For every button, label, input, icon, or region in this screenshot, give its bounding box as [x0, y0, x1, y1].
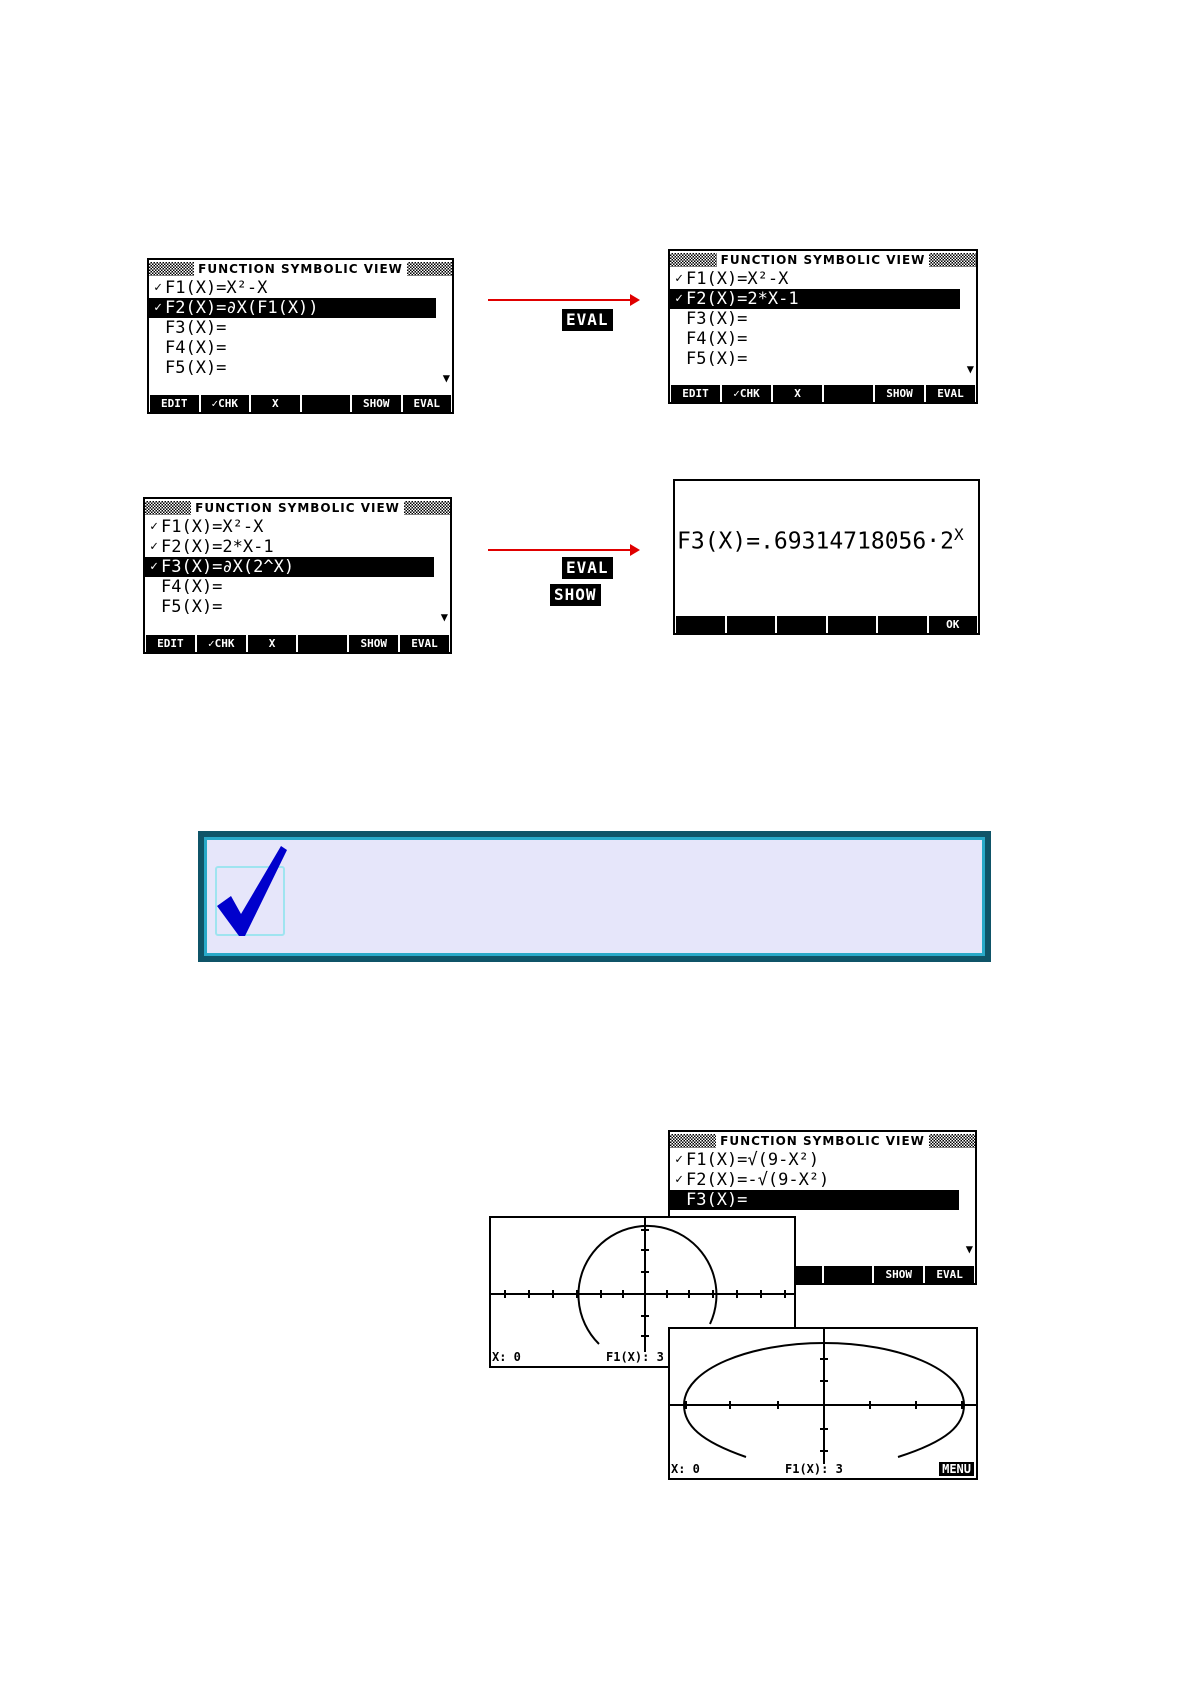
function-text: F3(X)=	[165, 318, 227, 338]
check-mark: ✓	[154, 300, 162, 315]
screen-title: FUNCTION SYMBOLIC VIEW	[198, 262, 403, 276]
function-line[interactable]	[670, 269, 976, 289]
soft-menu-bar	[675, 616, 978, 633]
note-panel	[204, 837, 985, 956]
trace-x-label: X: 0	[492, 1350, 521, 1364]
function-line[interactable]	[670, 309, 976, 329]
title-dither	[670, 1134, 716, 1148]
plot-ellipse	[668, 1327, 978, 1480]
function-text: F4(X)=	[165, 338, 227, 358]
menu-key-blank[interactable]	[777, 616, 826, 633]
menu-key-blank[interactable]	[302, 395, 351, 412]
note-box	[198, 831, 991, 962]
function-line[interactable]	[149, 338, 452, 358]
calc-screen-symbolic-b	[668, 249, 978, 404]
result-line	[677, 525, 964, 555]
scroll-down-icon: ▼	[440, 610, 448, 624]
function-line[interactable]	[670, 349, 976, 369]
menu-key-show[interactable]: SHOW	[874, 1266, 923, 1283]
screen-title-bar	[670, 1132, 975, 1150]
trace-y-label: F1(X): 3	[606, 1350, 664, 1364]
function-line[interactable]	[145, 537, 450, 557]
screen-title: FUNCTION SYMBOLIC VIEW	[720, 1134, 925, 1148]
title-dither	[670, 253, 717, 267]
check-mark: ✓	[675, 1152, 683, 1167]
menu-key-chk[interactable]: ✓CHK	[197, 635, 246, 652]
calc-screen-symbolic-a	[147, 258, 454, 414]
function-line[interactable]	[670, 1150, 975, 1170]
function-text: F1(X)=X²-X	[165, 278, 268, 298]
function-text: F5(X)=	[161, 597, 223, 617]
soft-menu-bar	[149, 395, 452, 412]
screen-title: FUNCTION SYMBOLIC VIEW	[720, 253, 926, 267]
menu-key-show[interactable]: SHOW	[349, 635, 398, 652]
check-mark: ✓	[154, 280, 162, 295]
function-line[interactable]	[670, 329, 976, 349]
menu-key-blank[interactable]	[676, 616, 725, 633]
menu-key-x[interactable]: X	[773, 385, 822, 402]
screen-title-bar	[670, 251, 976, 269]
menu-key-show[interactable]: SHOW	[875, 385, 924, 402]
soft-menu-bar	[670, 385, 976, 402]
menu-key-blank[interactable]	[727, 616, 776, 633]
result-exponent: X	[953, 525, 964, 544]
eval-key: EVAL	[562, 557, 613, 579]
function-text: F3(X)=	[686, 1190, 748, 1210]
soft-menu-bar	[145, 635, 450, 652]
function-line[interactable]	[670, 1170, 975, 1190]
menu-key-eval[interactable]: EVAL	[403, 395, 452, 412]
menu-key-blank[interactable]	[878, 616, 927, 633]
checkmark-icon	[213, 842, 293, 942]
function-text: F1(X)=X²-X	[161, 517, 264, 537]
function-line[interactable]	[149, 358, 452, 378]
check-mark: ✓	[675, 271, 683, 286]
screen-title: FUNCTION SYMBOLIC VIEW	[195, 501, 400, 515]
menu-key-blank[interactable]	[298, 635, 347, 652]
menu-key-ok[interactable]: OK	[929, 616, 978, 633]
menu-key-eval[interactable]: EVAL	[925, 1266, 974, 1283]
trace-x-label: X: 0	[671, 1462, 700, 1476]
function-text: F5(X)=	[165, 358, 227, 378]
title-dither	[407, 262, 452, 276]
screen-title-bar	[145, 499, 450, 517]
function-text: F2(X)=2*X-1	[161, 537, 274, 557]
menu-button[interactable]: MENU	[939, 1462, 974, 1476]
function-text: F5(X)=	[686, 349, 748, 369]
right-arrow-icon	[488, 549, 638, 551]
check-mark: ✓	[675, 1172, 683, 1187]
function-line-selected[interactable]	[670, 1190, 959, 1210]
menu-key-blank[interactable]	[828, 616, 877, 633]
function-line-selected[interactable]	[149, 298, 436, 318]
result-text: F3(X)=.69314718056·2	[677, 528, 954, 555]
scroll-down-icon: ▼	[966, 362, 974, 376]
title-dither	[404, 501, 450, 515]
function-text: F1(X)=X²-X	[686, 269, 789, 289]
menu-key-show[interactable]: SHOW	[352, 395, 401, 412]
function-line[interactable]	[149, 278, 452, 298]
function-line-selected[interactable]	[670, 289, 960, 309]
eval-key: EVAL	[562, 309, 613, 331]
right-arrow-icon	[488, 299, 638, 301]
menu-key-blank[interactable]	[824, 1266, 873, 1283]
title-dither	[929, 1134, 975, 1148]
plot-ellipse-footer	[670, 1462, 976, 1478]
menu-key-x[interactable]: X	[248, 635, 297, 652]
function-text: F2(X)=-√(9-X²)	[686, 1170, 830, 1190]
function-line[interactable]	[145, 577, 450, 597]
title-dither	[929, 253, 976, 267]
menu-key-edit[interactable]: EDIT	[150, 395, 199, 412]
menu-key-eval[interactable]: EVAL	[926, 385, 975, 402]
screen-title-bar	[149, 260, 452, 278]
menu-key-edit[interactable]: EDIT	[146, 635, 195, 652]
function-text: F4(X)=	[686, 329, 748, 349]
menu-key-chk[interactable]: ✓CHK	[722, 385, 771, 402]
check-mark: ✓	[150, 559, 158, 574]
check-mark: ✓	[675, 291, 683, 306]
scroll-down-icon: ▼	[442, 371, 450, 385]
function-text: F3(X)=∂X(2^X)	[161, 557, 295, 577]
menu-key-blank[interactable]	[824, 385, 873, 402]
title-dither	[149, 262, 194, 276]
menu-key-edit[interactable]: EDIT	[671, 385, 720, 402]
scroll-down-icon: ▼	[965, 1242, 973, 1256]
show-key: SHOW	[550, 584, 601, 606]
function-line-selected[interactable]	[145, 557, 434, 577]
plot-ellipse-graph	[670, 1329, 978, 1464]
function-text: F2(X)=∂X(F1(X))	[165, 298, 319, 318]
calc-screen-result	[673, 479, 980, 635]
menu-key-x[interactable]: X	[251, 395, 300, 412]
calc-screen-symbolic-c	[143, 497, 452, 654]
function-line[interactable]	[145, 517, 450, 537]
function-text: F3(X)=	[686, 309, 748, 329]
check-mark: ✓	[150, 519, 158, 534]
function-text: F2(X)=2*X-1	[686, 289, 799, 309]
check-mark: ✓	[150, 539, 158, 554]
function-line[interactable]	[145, 597, 450, 617]
function-text: F4(X)=	[161, 577, 223, 597]
title-dither	[145, 501, 191, 515]
menu-key-eval[interactable]: EVAL	[400, 635, 449, 652]
function-line[interactable]	[149, 318, 452, 338]
function-text: F1(X)=√(9-X²)	[686, 1150, 820, 1170]
trace-y-label: F1(X): 3	[785, 1462, 843, 1476]
menu-key-chk[interactable]: ✓CHK	[201, 395, 250, 412]
